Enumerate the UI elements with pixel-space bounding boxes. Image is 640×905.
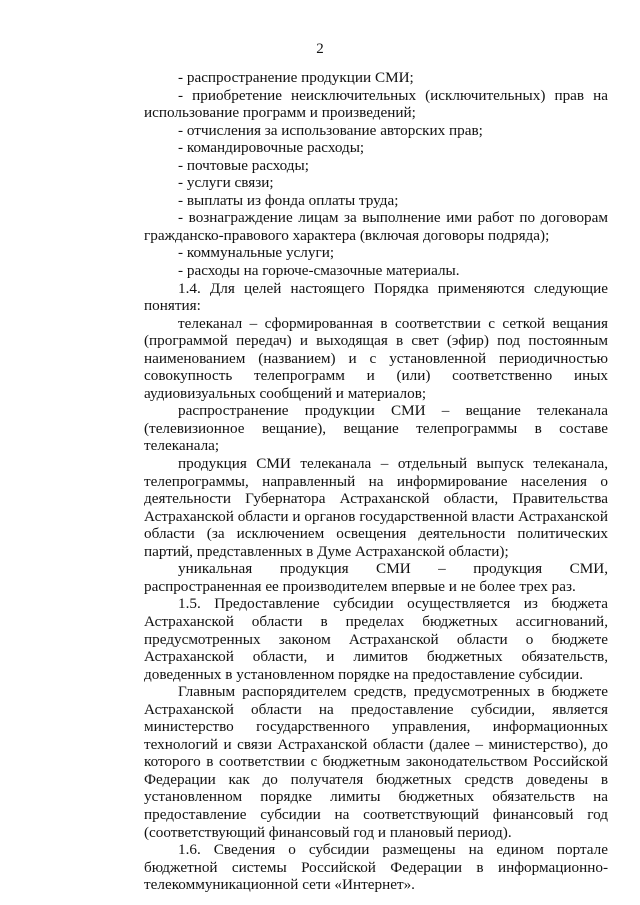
document-body [144, 69, 608, 894]
list-item: - выплаты из фонда оплаты труда; [178, 191, 399, 209]
list-item: - коммунальные услуги; [178, 244, 335, 262]
list-item: - почтовые расходы; [178, 156, 309, 174]
section-1-6: 1.6. Сведения о субсидии размещены на едином портале бюджетной системы Российской Федерации в информационно-телекоммуникационной сети «Интернет». [144, 841, 608, 894]
list-item: - приобретение неисключительных (исключительных) прав на использование программ и произведений; [144, 86, 608, 122]
section-1-4-heading: 1.4. Для целей настоящего Порядка применяются следующие понятия: [144, 279, 608, 315]
list-item: - вознаграждение лицам за выполнение ими работ по договорам гражданско-правового характера (включая договоры подряда); [144, 209, 608, 244]
definition-unique-production: уникальная продукция СМИ – продукция СМИ, распространенная ее производителем впервые и не более трех раз. [144, 560, 608, 595]
definition-production: продукция СМИ телеканала – отдельный выпуск телеканала, телепрограммы, направленный на информирование населения о деятельности Губернатора Астраханской области, Правительства Астраханской области и органов государственной власти Астраханской области (за исключением освещения деятельности политических партий, представленных в Думе Астраханской области); [144, 455, 608, 560]
page-number: 2 [316, 41, 324, 57]
main-administrator-paragraph: Главным распорядителем средств, предусмотренных в бюджете Астраханской области на предоставление субсидии, является министерство государственного управления, информационных технологий и связи Астраханской области (далее – министерство), до которого в соответствии с бюджетным законодательством Российской Федерации как до получателя бюджетных средств доведены в установленном порядке лимиты бюджетных обязательств на предоставление субсидии на соответствующий финансовый год (соответствующий финансовый год и плановый период). [144, 683, 608, 841]
definition-distribution: распространение продукции СМИ – вещание телеканала (телевизионное вещание), вещание телепрограммы в составе телеканала; [144, 402, 608, 455]
list-item: - расходы на горюче-смазочные материалы. [178, 262, 460, 280]
list-item: - распространение продукции СМИ; [178, 69, 414, 86]
section-1-5: 1.5. Предоставление субсидии осуществляется из бюджета Астраханской области в пределах бюджетных ассигнований, предусмотренных законом Астраханской области о бюджете Астраханской области, и лимитов бюджетных обязательств, доведенных в установленном порядке на предоставление субсидии. [144, 595, 608, 683]
list-item: - отчисления за использование авторских прав; [178, 121, 483, 139]
definition-telekanal: телеканал – сформированная в соответствии с сеткой вещания (программой передач) и выходящая в свет (эфир) под постоянным наименованием (названием) и с установленной периодичностью совокупность телепрограмм и (или) соответственно иных аудиовизуальных сообщений и материалов; [144, 314, 608, 402]
list-item: - услуги связи; [178, 174, 274, 192]
list-item: - командировочные расходы; [178, 139, 365, 157]
